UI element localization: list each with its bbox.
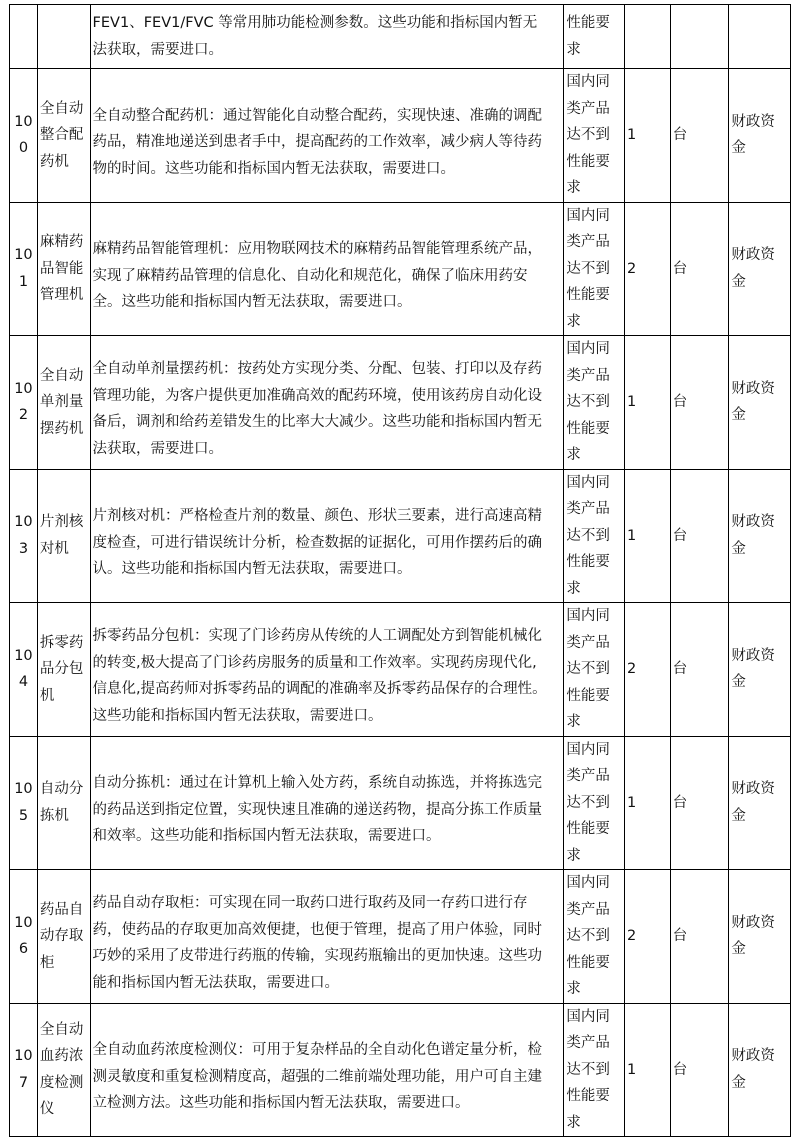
equipment-name-cell (37, 336, 90, 470)
equipment-name-line: 药机 (39, 153, 69, 170)
quantity-cell (625, 1003, 671, 1137)
row-number-cell (10, 336, 38, 470)
requirement-line: 性能要 (566, 420, 610, 437)
requirement-cell (564, 336, 625, 470)
number-cell (10, 5, 38, 69)
unit-value: 台 (672, 260, 688, 277)
unit-value: 台 (672, 527, 688, 544)
requirement-line: 性能要 (566, 287, 610, 303)
requirement-line: 性能要 (566, 554, 610, 570)
description-line: 测灵敏度和重复检测精度高，超强的二维前端处理功能，用户可自主建 (92, 1068, 543, 1085)
description-line: FEV1、FEV1/FVC 等常用肺功能检测参数。这些功能和指标国内暂无 (92, 15, 538, 31)
equipment-name-cell (37, 202, 90, 336)
equipment-name-cell (37, 1003, 90, 1137)
row-number-cell (10, 603, 38, 737)
description-line: 认。这些功能和指标国内暂无法获取，需要进口。 (92, 561, 412, 577)
table-row (10, 1003, 791, 1137)
requirement-line: 类产品 (566, 768, 610, 784)
row-number-cell (10, 69, 38, 203)
description-line: 管理功能，为客户提供更加准确高效的配药环境，使用该药房自动化设 (92, 387, 543, 404)
equipment-name-line: 机 (39, 687, 55, 704)
equipment-name-line: 全自动 (39, 367, 84, 384)
equipment-name-line: 对机 (39, 540, 69, 557)
description-line: 全自动整合配药机：通过智能化自动整合配药，实现快速、准确的调配 (92, 107, 543, 124)
fund-source-cell (729, 5, 791, 69)
requirement-line: 国内同 (566, 207, 610, 224)
equipment-name-line: 拆零药 (39, 634, 84, 651)
description-line: 药，使药品的存取更加高效便捷，也便于管理，提高了用户体验，同时 (92, 921, 543, 938)
requirement-line: 类产品 (566, 100, 610, 117)
description-cell (90, 336, 564, 470)
description-cell (90, 69, 564, 203)
quantity-value: 2 (627, 661, 637, 677)
row-number-cell (10, 870, 38, 1004)
description-line: 度检查，可进行错误统计分析，检查数据的证据化，可用作摆药后的确 (92, 534, 543, 551)
requirement-line: 类产品 (566, 634, 610, 651)
unit-cell (670, 1003, 729, 1137)
requirement-line: 达不到 (566, 127, 610, 143)
equipment-name-line: 药品自 (39, 901, 84, 918)
fund-source-cell (729, 736, 791, 870)
requirement-line: 类产品 (566, 1035, 610, 1051)
row-number-cell (10, 1003, 38, 1137)
procurement-table (9, 4, 791, 1137)
table-row (10, 736, 791, 870)
row-number: 107 (14, 1048, 33, 1091)
requirement-line: 求 (566, 580, 581, 597)
equipment-name-cell (37, 736, 90, 870)
requirement-line: 类产品 (566, 234, 610, 250)
unit-value: 台 (672, 661, 688, 677)
quantity-cell (625, 69, 671, 203)
requirement-line: 性能要 (566, 153, 610, 170)
requirement-line: 国内同 (566, 875, 610, 891)
equipment-name-line: 片剂核 (39, 514, 84, 531)
requirement-line: 性能要 (566, 1088, 610, 1104)
unit-cell (670, 336, 729, 470)
row-number: 105 (14, 781, 33, 824)
description-line: 物的时间。这些功能和指标国内暂无法获取，需要进口。 (92, 160, 456, 177)
equipment-name-line: 管理机 (39, 287, 84, 303)
requirement-line: 求 (566, 313, 581, 330)
fund-source-line: 金 (731, 807, 746, 824)
table-row (10, 69, 791, 203)
quantity-cell (625, 336, 671, 470)
row-number: 104 (14, 647, 33, 691)
fund-source-line: 财政资 (731, 781, 775, 798)
equipment-name-line: 度检测 (39, 1074, 84, 1091)
requirement-line: 国内同 (566, 341, 610, 357)
quantity-value: 2 (627, 260, 637, 277)
description-line: 自动分拣机：通过在计算机上输入处方药，系统自动拣选，并将拣选完 (92, 775, 543, 791)
requirement-line: 达不到 (566, 260, 610, 277)
equipment-name-line: 仪 (39, 1101, 55, 1118)
requirement-line: 国内同 (566, 474, 610, 491)
requirement-line: 达不到 (566, 794, 610, 811)
fund-source-line: 财政资 (731, 113, 775, 130)
requirement-line: 求 (566, 41, 581, 58)
description-line: 信息化,提高药师对拆零药品的调配的准确率及拆零药品保存的合理性。 (92, 681, 547, 698)
description-cell (90, 202, 564, 336)
quantity-value: 1 (627, 527, 637, 544)
quantity-cell (625, 202, 671, 336)
description-cell (90, 1003, 564, 1137)
description-line: 法获取，需要进口。 (92, 41, 224, 58)
fund-source-cell (729, 603, 791, 737)
requirement-line: 达不到 (566, 661, 610, 677)
equipment-name-line: 全自动 (39, 100, 84, 117)
requirement-line: 国内同 (566, 741, 610, 758)
unit-value: 台 (672, 127, 688, 143)
description-line: 的转变,极大提高了门诊药房服务的质量和工作效率。实现药房现代化, (92, 654, 537, 671)
row-number: 103 (14, 514, 33, 557)
description-cell (90, 736, 564, 870)
equipment-name-line: 全自动 (39, 1021, 84, 1038)
description-line: 麻精药品智能管理机：应用物联网技术的麻精药品智能管理系统产品， (92, 241, 543, 257)
fund-source-cell (729, 870, 791, 1004)
requirement-cell (564, 870, 625, 1004)
fund-source-line: 金 (731, 941, 746, 958)
unit-cell (670, 469, 729, 603)
equipment-name-line: 动存取 (39, 928, 84, 944)
requirement-line: 性能要 (566, 15, 610, 31)
unit-value: 台 (672, 794, 688, 811)
row-number-cell (10, 469, 38, 603)
fund-source-line: 金 (731, 273, 746, 290)
table-row (10, 202, 791, 336)
equipment-name-line: 整合配 (39, 127, 84, 143)
description-line: 的药品送到指定位置，实现快速且准确的递送药物，提高分拣工作质量 (92, 801, 543, 818)
unit-value: 台 (672, 1061, 688, 1078)
requirement-line: 达不到 (566, 394, 610, 410)
name-cell (37, 5, 90, 69)
requirement-line: 国内同 (566, 74, 610, 90)
table-row (10, 603, 791, 737)
requirement-line: 类产品 (566, 367, 610, 384)
description-line: 片剂核对机：严格检查片剂的数量、颜色、形状三要素，进行高速高精 (92, 508, 543, 524)
requirement-line: 达不到 (566, 527, 610, 544)
requirement-line: 求 (566, 1114, 581, 1131)
table-row-continued (10, 5, 791, 69)
equipment-name-line: 单剂量 (39, 394, 84, 410)
row-number: 100 (14, 113, 33, 157)
equipment-name-line: 拣机 (39, 807, 69, 824)
fund-source-line: 金 (731, 140, 746, 157)
equipment-name-cell (37, 603, 90, 737)
description-line: 全自动血药浓度检测仪：可用于复杂样品的全自动化色谱定量分析，检 (92, 1042, 543, 1058)
fund-source-line: 金 (731, 1074, 746, 1091)
description-line: 备后，调剂和给药差错发生的比率大大减少。这些功能和指标国内暂无 (92, 414, 543, 431)
requirement-line: 求 (566, 180, 581, 196)
unit-cell (670, 69, 729, 203)
description-line: 立检测方法。这些功能和指标国内暂无法获取，需要进口。 (92, 1095, 470, 1111)
requirement-line: 国内同 (566, 608, 610, 624)
description-line: 药品，精准地递送到患者手中，提高配药的工作效率，减少病人等待药 (92, 134, 543, 150)
row-number: 106 (14, 914, 33, 958)
table-row (10, 336, 791, 470)
unit-value: 台 (672, 394, 688, 410)
requirement-line: 求 (566, 981, 581, 997)
unit-cell (670, 5, 729, 69)
row-number-cell (10, 736, 38, 870)
quantity-cell (625, 469, 671, 603)
description-line: 拆零药品分包机：实现了门诊药房从传统的人工调配处方到智能机械化 (92, 628, 543, 645)
row-number-cell (10, 202, 38, 336)
unit-value: 台 (672, 928, 688, 944)
quantity-value: 1 (627, 127, 637, 143)
row-number: 101 (14, 247, 33, 290)
description-line: 巧妙的采用了皮带进行药瓶的传输，实现药瓶输出的更加快速。这些功 (92, 948, 543, 965)
requirement-cell (564, 1003, 625, 1137)
description-cell (90, 603, 564, 737)
equipment-name-line: 柜 (39, 954, 55, 971)
requirement-cell (564, 736, 625, 870)
fund-source-line: 财政资 (731, 247, 775, 264)
description-line: 和效率。这些功能和指标国内暂无法获取，需要进口。 (92, 828, 441, 844)
description-cell (90, 5, 564, 69)
fund-source-cell (729, 69, 791, 203)
quantity-cell (625, 736, 671, 870)
requirement-line: 求 (566, 714, 581, 730)
equipment-name-cell (37, 69, 90, 203)
fund-source-line: 金 (731, 540, 746, 557)
description-cell (90, 870, 564, 1004)
unit-cell (670, 870, 729, 1004)
equipment-name-cell (37, 870, 90, 1004)
requirement-line: 类产品 (566, 901, 610, 918)
equipment-name-line: 血药浓 (39, 1048, 84, 1065)
requirement-line: 达不到 (566, 928, 610, 944)
table-row (10, 870, 791, 1004)
fund-source-cell (729, 202, 791, 336)
equipment-name-line: 品智能 (39, 260, 84, 277)
quantity-value: 1 (627, 1061, 637, 1078)
equipment-name-cell (37, 469, 90, 603)
fund-source-cell (729, 336, 791, 470)
requirement-line: 达不到 (566, 1061, 610, 1078)
fund-source-line: 财政资 (731, 514, 775, 531)
description-line: 实现了麻精药品管理的信息化、自动化和规范化，确保了临床用药安 (92, 267, 528, 284)
description-line: 法获取，需要进口。 (92, 440, 224, 457)
requirement-line: 求 (566, 847, 581, 864)
equipment-name-line: 麻精药 (39, 234, 84, 250)
table-body (10, 5, 791, 1137)
description-line: 全自动单剂量摆药机：按药处方实现分类、分配、包装、打印以及存药 (92, 361, 543, 378)
quantity-value: 2 (627, 928, 637, 944)
equipment-name-line: 摆药机 (39, 420, 84, 437)
fund-source-line: 财政资 (731, 380, 775, 397)
fund-source-cell (729, 1003, 791, 1137)
description-line: 能和指标国内暂无法获取，需要进口。 (92, 974, 340, 991)
fund-source-line: 财政资 (731, 914, 775, 931)
quantity-value: 1 (627, 394, 637, 410)
fund-source-line: 金 (731, 674, 746, 691)
description-cell (90, 469, 564, 603)
fund-source-line: 金 (731, 407, 746, 424)
description-line: 这些功能和指标国内暂无法获取，需要进口。 (92, 707, 383, 724)
requirement-line: 国内同 (566, 1008, 610, 1025)
requirement-cell (564, 202, 625, 336)
fund-source-line: 财政资 (731, 1048, 775, 1065)
requirement-line: 性能要 (566, 821, 610, 837)
equipment-name-line: 品分包 (39, 661, 84, 677)
unit-cell (670, 603, 729, 737)
requirement-cell (564, 469, 625, 603)
row-number: 102 (14, 380, 33, 424)
requirement-line: 求 (566, 447, 581, 463)
description-line: 全。这些功能和指标国内暂无法获取，需要进口。 (92, 294, 412, 310)
fund-source-line: 财政资 (731, 647, 775, 664)
requirement-line: 性能要 (566, 687, 610, 704)
description-line: 药品自动存取柜：可实现在同一取药口进行取药及同一存药口进行存 (92, 895, 528, 912)
quantity-cell (625, 603, 671, 737)
requirement-cell (564, 69, 625, 203)
quantity-cell (625, 870, 671, 1004)
fund-source-cell (729, 469, 791, 603)
quantity-value: 1 (627, 794, 637, 811)
table-row (10, 469, 791, 603)
equipment-name-line: 自动分 (39, 781, 84, 798)
unit-cell (670, 736, 729, 870)
unit-cell (670, 202, 729, 336)
requirement-line: 性能要 (566, 954, 610, 971)
requirement-cell (564, 603, 625, 737)
quantity-cell (625, 5, 671, 69)
requirement-line: 类产品 (566, 501, 610, 517)
requirement-cell (564, 5, 625, 69)
